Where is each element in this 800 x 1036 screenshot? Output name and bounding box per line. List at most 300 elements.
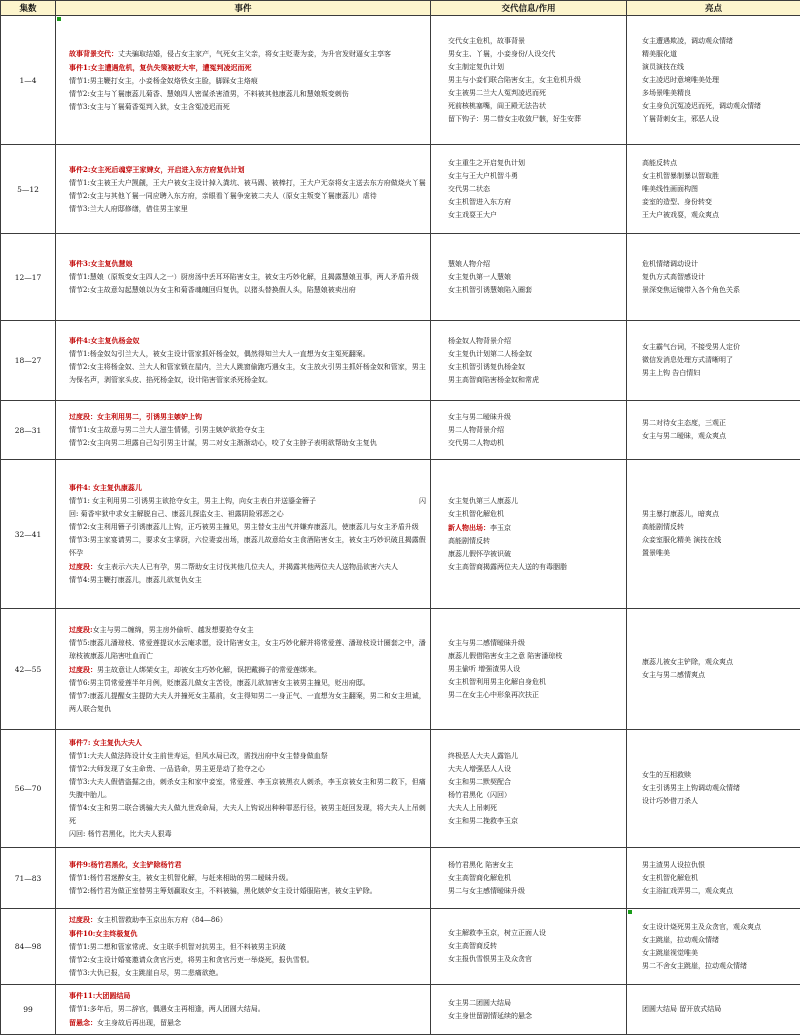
text-line [448, 170, 622, 183]
text-line [448, 424, 622, 437]
text-line [448, 209, 622, 222]
line-text: 女主引诱男主上钩调动观众情绪 [642, 784, 740, 792]
line-text: 女主与男二暧昧，观众爽点 [642, 432, 726, 440]
text-line [69, 927, 426, 941]
line-text: 情节1:多年后，男二辞官，偶遇女主再相逢，两人团圆大结局。 [69, 1005, 265, 1013]
line-text: 终极恶人大夫人露馅儿 [448, 751, 518, 760]
text-line [642, 113, 796, 126]
line-text: 情节3:兰大人府邸修缮，借住男主家里 [69, 204, 188, 213]
line-text: 情节1:男主鞭打女主，小妾杨金奴烙铁女主脸，脚踩女主烙痕 [69, 76, 258, 85]
text-line [448, 637, 622, 650]
line-text: 设计巧妙借刀杀人 [642, 797, 698, 805]
line-text: 女主与男二感情暧昧升级 [448, 638, 525, 647]
text-line [448, 548, 622, 561]
line-text: 女主遭遇欺凌，调动观众情绪 [642, 36, 733, 45]
line-text: 杨竹君黑化 陷害女主 [448, 860, 514, 869]
line-text: 情节1:女主故意与男二兰大人滋生情愫，引男主嫉妒欲抢夺女主 [69, 426, 265, 434]
line-text: 女主跳崖，拉动观众情绪 [642, 935, 719, 944]
line-text: 女主高智商化解危机 [448, 873, 511, 882]
info-cell [431, 16, 627, 145]
line-text: 情节5:康蕊儿潘琼枝、常爱莲提议水云庵求愿，设计陷害女主，女主巧妙化解并将常爱莲、潘琼枝设计圈套之中，潘琼枝被康蕊儿陷害吐血而亡 [69, 638, 426, 660]
line-text: 男主暴打康蕊儿，暗爽点 [642, 510, 719, 518]
line-text: 女主与男二暧昧升级 [448, 412, 511, 421]
line-text: 女主机智引诱慧娘陷入圈套 [448, 285, 532, 294]
red-label: 过度段: [69, 624, 93, 634]
episode-range-cell: 18—27 [1, 321, 56, 401]
text-line [642, 521, 796, 534]
text-line [448, 100, 622, 113]
line-text: 女主高智商反转 [448, 942, 497, 950]
event-cell [56, 401, 431, 460]
line-text: 情节2:女主故意勾起慧娘以为女主和菊香魂魄回归复仇，以猪头替换假人头，陷慧娘被卖出府 [69, 286, 356, 294]
text-line [448, 335, 622, 348]
line-text: 情节1:杨金奴勾引兰大人，被女主设计管家抓奸杨金奴，偶然得知兰大人一直想为女主冤死翻案。 [69, 350, 370, 358]
text-line [642, 430, 796, 443]
info-cell [431, 848, 627, 909]
table-row [1, 145, 800, 234]
text-line [642, 872, 796, 885]
episode-range-cell: 84—98 [1, 909, 56, 985]
text-line [69, 508, 426, 521]
info-cell [431, 730, 627, 848]
text-line [642, 341, 796, 354]
line-text: 多场景唯美精良 [642, 88, 691, 97]
text-line [448, 940, 622, 953]
line-text: 康蕊儿假借陷害女主之意 陷害潘琼枝 [448, 651, 563, 660]
line-text: 王大户被戏耍，观众爽点 [642, 210, 719, 219]
text-line [69, 88, 426, 101]
text-line [642, 271, 796, 284]
line-text: 留下钩子：男二替女主收敛尸骸，好生安葬 [448, 114, 581, 123]
line-text: 精美服化道 [642, 49, 677, 58]
line-text-right: 闪 [419, 497, 426, 505]
line-text: 女主男二团圆大结局 [448, 998, 511, 1007]
line-text: 女主机智化解危机 [448, 509, 504, 518]
line-text: 杨竹君黑化（闪回） [448, 790, 511, 799]
line-text: 女主复仇计划第二人杨金奴 [448, 349, 532, 358]
line-text: 演员演技在线 [642, 62, 684, 71]
text-line [448, 1010, 622, 1023]
text-line [642, 209, 796, 222]
line-text: 情节7:康蕊儿提醒女主提防大夫人并撞死女主墓前，女主得知男二一身正气、一直想为女主翻案，男二和女主坦诚，两人联合复仇 [69, 691, 426, 713]
text-line [448, 87, 622, 100]
text-line [642, 48, 796, 61]
event-cell [56, 460, 431, 609]
line-text: 男二在女主心中形象再次扶正 [448, 690, 539, 699]
text-line [69, 828, 426, 841]
text-line [69, 348, 426, 361]
text-line [69, 989, 426, 1003]
text-line [69, 334, 426, 348]
text-line [69, 521, 426, 534]
column-header-highlight: 亮点 [627, 1, 800, 16]
text-line [448, 885, 622, 898]
text-line [642, 196, 796, 209]
text-line [69, 1016, 426, 1030]
line-text: 妾室的造型、身份转变 [642, 197, 712, 206]
text-line [69, 858, 426, 872]
info-cell [431, 460, 627, 609]
line-text: 情节1:女主被王大户觊觎，王大户被女主设计掉入粪坑、被马踢、被棒打，王大户无奈将女主送去东方府做烧火丫鬟 [69, 178, 426, 187]
event-cell [56, 234, 431, 321]
text-line [69, 941, 426, 954]
text-line [448, 776, 622, 789]
line-text: 情节2:杨竹君为做正室替男主筹划赢取女主，不料被骗，黑化嫉妒女主设计婚服陷害，被女主铲除。 [69, 887, 377, 895]
text-line [69, 271, 426, 284]
text-line [69, 637, 426, 663]
text-line [69, 736, 426, 750]
red-label: 过度段：女主利用男二，引诱男主嫉妒上钩 [69, 412, 202, 421]
highlight-cell [627, 460, 800, 609]
red-label: 事件2:女主死后魂穿王家婢女，开启进入东方府复仇计划 [69, 164, 245, 174]
table-row [1, 730, 800, 848]
red-label: 过度段： [69, 562, 97, 571]
line-text: 女主复仇第一人慧娘 [448, 272, 511, 281]
line-text: 交代男二人物动机 [448, 438, 504, 447]
text-line [448, 196, 622, 209]
text-line [69, 885, 426, 898]
line-text: 交代女主危机，故事背景 [448, 36, 525, 45]
text-line [448, 789, 622, 802]
line-text: 闪回: 杨竹君黑化，比大夫人狠毒 [69, 830, 172, 838]
text-line [448, 74, 622, 87]
event-cell [56, 321, 431, 401]
table-body [1, 16, 800, 1035]
line-text: 女主和男二默契配合 [448, 777, 511, 786]
text-line [642, 183, 796, 196]
line-text: 女主与男二缠绵，男主房外偷听、越发想要抢夺女主 [92, 625, 254, 634]
highlight-cell [627, 401, 800, 460]
line-text: 男二人物背景介绍 [448, 425, 504, 434]
line-text: 大夫人增强恶人人设 [448, 764, 511, 773]
line-text: 女主机智进入东方府 [448, 197, 511, 206]
text-line [69, 967, 426, 980]
line-text: 死前核桃塞嘴，阎王殿无法告状 [448, 101, 546, 110]
text-line [448, 183, 622, 196]
line-text: 女生的互相救赎 [642, 771, 691, 779]
info-cell [431, 985, 627, 1035]
text-line [69, 776, 426, 802]
episode-range-cell: 42—55 [1, 609, 56, 730]
text-line [642, 35, 796, 48]
event-cell [56, 985, 431, 1035]
red-label: 事件7: 女主复仇大夫人 [69, 738, 142, 747]
text-line [69, 75, 426, 88]
text-line [642, 258, 796, 271]
text-line [69, 913, 426, 927]
line-text: 女主机智利用男主化解自身危机 [448, 677, 546, 686]
line-text: 情节2:女主设计婚宴邀请众贪官污吏，将男主和贪官污吏一举烧死，报仇雪恨。 [69, 956, 314, 964]
line-text: 微信发消息处理方式清晰明了 [642, 356, 733, 364]
highlight-cell [627, 730, 800, 848]
highlight-cell [627, 848, 800, 909]
text-line [448, 495, 622, 508]
line-text: 情节6:男主罚常爱莲半年月例，贬康蕊儿做女主苦役，康蕊儿欲加害女主被男主撞见，贬出府邸。 [69, 678, 370, 687]
line-text: 复仇方式高智感设计 [642, 272, 705, 281]
text-line [69, 190, 426, 203]
event-cell [56, 848, 431, 909]
line-text: 情节1:慧娘（原叛变女主四人之一）厨房汤中丢耳环陷害女主，被女主巧妙化解，且揭露慧娘丑事，两人矛盾升级 [69, 273, 419, 281]
line-text: 女主设计烧死男主及众贪官，观众爽点 [642, 922, 761, 931]
text-line [69, 534, 426, 560]
text-line [69, 802, 426, 828]
line-text: 女主身负沉冤凌迟而死，调动观众情绪 [642, 101, 761, 110]
line-text: 女主高智商揭露两位夫人送的有毒胭脂 [448, 562, 567, 571]
text-line [642, 921, 796, 934]
line-text: 女主凌迟时意境唯美处理 [642, 75, 719, 84]
text-line [642, 170, 796, 183]
highlight-cell [627, 609, 800, 730]
line-text: 女主被男二兰大人冤判凌迟而死 [448, 88, 546, 97]
line-text: 高能反转点 [642, 158, 677, 167]
table-row [1, 909, 800, 985]
line-text: 唯美线性画面构图 [642, 184, 698, 193]
line-text: 情节1: 女主利用男二引诱男主欲抢夺女主，男主上钩，向女主表白并送鎏金簪子 [69, 497, 317, 505]
text-line [642, 547, 796, 560]
red-label: 事件4: 女主复仇康蕊儿 [69, 483, 142, 492]
text-line [448, 859, 622, 872]
line-text: 女主制定复仇计划 [448, 62, 504, 71]
text-line [448, 374, 622, 387]
text-line [448, 508, 622, 521]
text-line [69, 361, 426, 387]
text-line [448, 521, 622, 535]
table-row [1, 234, 800, 321]
highlight-cell [627, 145, 800, 234]
text-line [642, 508, 796, 521]
highlight-cell [627, 321, 800, 401]
line-text: 男主上钩 告白情妇 [642, 369, 701, 377]
text-line [448, 663, 622, 676]
red-label: 故事背景交代： [69, 48, 118, 58]
text-line [69, 663, 426, 677]
text-line [69, 284, 426, 297]
text-line [69, 163, 426, 177]
text-line [642, 769, 796, 782]
line-text: 交代男二状态 [448, 184, 490, 193]
text-line [642, 960, 796, 973]
line-text: 情节1:杨竹君迷醉女主，被女主机智化解，与赶来相助的男二暧昧升级。 [69, 874, 293, 882]
text-line [642, 669, 796, 682]
text-line [69, 203, 426, 216]
text-line [69, 47, 426, 61]
line-text: 情节2:女主将杨金奴、兰大人和管家锁在屋内，兰大人跳窗偷跑巧遇女主，女主放火引男主抓奸杨金奴和管家，男主为保名声，剥管家头皮、掐死杨金奴，设计陷害管家杀死杨金奴。 [69, 363, 426, 384]
red-label: 过度段： [69, 664, 97, 674]
column-header-episodes: 集数 [1, 1, 56, 16]
info-cell [431, 909, 627, 985]
line-text: 情节4:男主鞭打康蕊儿，康蕊儿欲复仇女主 [69, 576, 202, 584]
text-line [448, 676, 622, 689]
line-text: 女主身世留剧情延续的悬念 [448, 1011, 532, 1020]
text-line [448, 535, 622, 548]
line-text: 女主机智救助李玉京出东方府（84—86） [97, 916, 227, 924]
highlight-cell [627, 16, 800, 145]
line-text: 女主与王大户机智斗勇 [448, 171, 518, 180]
episode-range-cell: 56—70 [1, 730, 56, 848]
line-text: 高能剧情反转 [642, 523, 684, 531]
event-cell [56, 909, 431, 985]
line-text: 男主与小妾们联合陷害女主，女主危机升级 [448, 75, 581, 84]
line-text: 男主渣男人设拉仇恨 [642, 860, 705, 869]
red-label: 留悬念： [69, 1018, 97, 1027]
text-line [642, 859, 796, 872]
line-text: 情节4:女主和男二联合诱骗大夫人做九世戏命局，大夫人上钩说出种种罪恶行径，被男主赶回发现，将大夫人上吊刺死 [69, 804, 426, 825]
text-line [642, 782, 796, 795]
line-text: 女主机智引诱复仇杨金奴 [448, 362, 525, 371]
line-text: 男主偷听 增强渣男人设 [448, 664, 521, 673]
text-line [448, 271, 622, 284]
text-line [69, 690, 426, 716]
red-label: 事件4:女主复仇杨金奴 [69, 336, 140, 345]
line-text: 情节2:女主与丫鬟康蕊儿菊香、慧娘四人密谋杀害渣男，不料被其他康蕊儿和慧娘叛变刺伤 [69, 89, 349, 98]
line-text: 情节1:男二想和管家常虎、女主联手机智对抗男主，但不料被男主识破 [69, 943, 286, 951]
line-text: 情节2:女主利用簪子引诱康蕊儿上钩，正巧被男主撞见，男主替女主出气并嫌弃康蕊儿，使康蕊儿与女主矛盾升级 [69, 523, 419, 531]
text-line [448, 561, 622, 574]
text-line [642, 284, 796, 297]
line-text: 女主霸气台词，不接受男人定价 [642, 343, 740, 351]
line-text: 女主跳崖视觉唯美 [642, 948, 698, 957]
text-line [69, 177, 426, 190]
line-text: 女主报仇雪恨男主及众贪官 [448, 955, 532, 963]
text-line [448, 361, 622, 374]
text-line [69, 677, 426, 690]
text-line [69, 101, 426, 114]
text-line [448, 35, 622, 48]
info-cell [431, 401, 627, 460]
episode-range-cell: 99 [1, 985, 56, 1035]
header-row [1, 1, 800, 16]
text-line [69, 763, 426, 776]
line-text: 情节1:大夫人做法阵设计女主前世寿运，但风水局已改，需找出府中女主替身做血祭 [69, 752, 328, 760]
event-cell [56, 16, 431, 145]
line-text: 男二不舍女主跳崖，拉动观众情绪 [642, 961, 747, 970]
table-row [1, 460, 800, 609]
text-line [448, 258, 622, 271]
text-line [448, 927, 622, 940]
line-text: 女主和男二挽救李玉京 [448, 816, 518, 825]
line-text: 置景唯美 [642, 549, 670, 557]
red-label: 事件10:女主终极复仇 [69, 929, 138, 938]
episode-range-cell: 32—41 [1, 460, 56, 609]
line-text: 情节2:女主与其他丫鬟一同应聘入东方府，亲眼看丫鬟争宠被二夫人（原女主叛变丫鬟康蕊儿）虐待 [69, 191, 377, 200]
text-line [642, 354, 796, 367]
line-text: 慧娘人物介绍 [448, 259, 490, 268]
text-line [448, 411, 622, 424]
text-line [642, 534, 796, 547]
line-text: 情节3:大仇已报，女主跳崖自尽，男二悲痛欲绝。 [69, 969, 223, 977]
text-line [642, 367, 796, 380]
text-line [642, 885, 796, 898]
info-cell [431, 234, 627, 321]
line-text: 丈夫骗取结婚，侵占女主家产，气死女主父亲，将女主贬妻为妾，为升官发财逼女主享客 [118, 49, 391, 58]
table-row [1, 401, 800, 460]
line-text: 众妾室服化精美 演技在线 [642, 536, 722, 544]
text-line [69, 257, 426, 271]
text-line [642, 417, 796, 430]
line-text: 女主浴缸戏弄男二，观众爽点 [642, 886, 733, 895]
episode-range-cell: 12—17 [1, 234, 56, 321]
table-row [1, 985, 800, 1035]
table-row [1, 609, 800, 730]
line-text: 李玉京 [490, 523, 511, 532]
episode-range-cell: 1—4 [1, 16, 56, 145]
text-line [69, 623, 426, 637]
info-cell [431, 609, 627, 730]
line-text: 男二对待女主态度，三观正 [642, 419, 726, 427]
line-text: 康蕊儿假怀孕被识破 [448, 549, 511, 558]
info-cell [431, 321, 627, 401]
text-line [69, 437, 426, 450]
line-text: 情节3:男主家宴请男二，要求女主掌厨，六位妻妾出场，康蕊儿故意给女主食酒陷害女主，被女主巧妙识破且揭露假怀孕 [69, 536, 426, 557]
line-text: 丫鬟背刺女主，邪恶人设 [642, 114, 719, 123]
highlight-cell [627, 234, 800, 321]
text-line [448, 802, 622, 815]
column-header-event: 事件 [56, 1, 431, 16]
text-line [448, 872, 622, 885]
line-text: 女主与男二感情爽点 [642, 671, 705, 679]
line-text: 女主机智暴制暴以智取胜 [642, 171, 719, 180]
line-text: 情节3:大夫人假借盗掘之由，刺杀女主和家中妾室，常爱莲、李玉京被黑衣人刺杀，李玉京被女主和男二救下，但痛失腹中胎儿。 [69, 778, 426, 799]
table-row [1, 848, 800, 909]
text-line [69, 872, 426, 885]
red-label: 新人物出场： [448, 522, 490, 532]
text-line [642, 87, 796, 100]
text-line [642, 934, 796, 947]
text-line [69, 1003, 426, 1016]
red-label: 过度段： [69, 915, 97, 924]
line-text: 情节2:女主向男二坦露自己勾引男主计谋，男二对女主渐渐动心，咬了女主脖子表明欲帮助女主复仇 [69, 439, 377, 447]
text-line [69, 410, 426, 424]
event-cell [56, 609, 431, 730]
text-line [448, 113, 622, 126]
text-line [642, 157, 796, 170]
red-label: 事件11:大团圆结局 [69, 991, 131, 1000]
red-label: 事件3:女主复仇慧娘 [69, 259, 133, 268]
highlight-cell [627, 909, 800, 985]
red-label: 事件1:女主遭遇危机，复仇失策被贬大牢，遭冤判凌迟而死 [69, 62, 252, 72]
line-text: 景深变焦运镜带入各个角色关系 [642, 285, 740, 294]
text-line [69, 954, 426, 967]
red-label: 事件9:杨竹君黑化，女主铲除杨竹君 [69, 860, 182, 869]
text-line [642, 61, 796, 74]
text-line [448, 348, 622, 361]
line-text: 男二与女主感情暧昧升级 [448, 886, 525, 895]
line-text: 女主戏耍王大户 [448, 210, 497, 219]
text-line [448, 284, 622, 297]
text-line [448, 61, 622, 74]
text-line [642, 947, 796, 960]
text-line [642, 100, 796, 113]
line-text: 女主解救李玉京，树立正面人设 [448, 929, 546, 937]
text-line [448, 750, 622, 763]
line-text: 危机情绪调动设计 [642, 259, 698, 268]
text-line [448, 689, 622, 702]
line-text: 女主复仇第三人康蕊儿 [448, 496, 518, 505]
event-cell [56, 145, 431, 234]
text-line [69, 481, 426, 495]
text-line [642, 795, 796, 808]
text-line [642, 74, 796, 87]
text-line [642, 656, 796, 669]
table-row [1, 16, 800, 145]
text-line [448, 997, 622, 1010]
column-header-info: 交代信息/作用 [431, 1, 627, 16]
text-line [69, 61, 426, 75]
text-line [448, 157, 622, 170]
text-line [69, 574, 426, 587]
line-text: 男主高智商陷害杨金奴和常虎 [448, 375, 539, 384]
line-text: 杨金奴人物背景介绍 [448, 336, 511, 345]
